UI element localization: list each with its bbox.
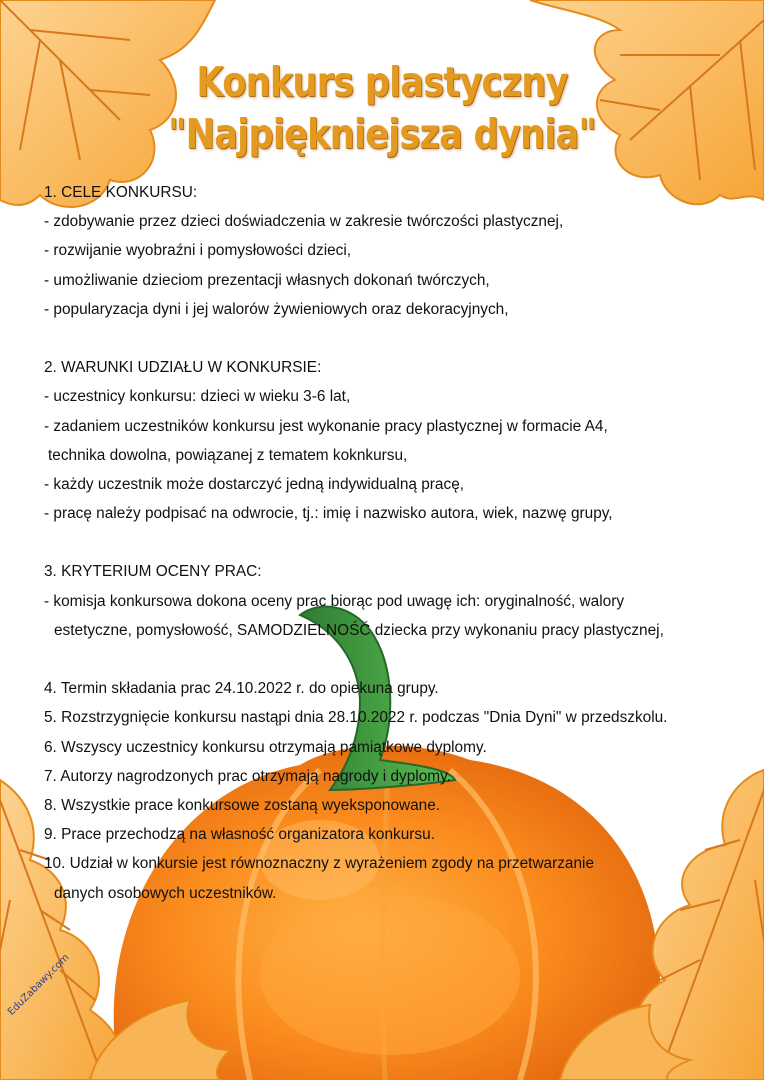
section-3-heading: 3. KRYTERIUM OCENY PRAC: xyxy=(44,563,262,581)
point-item: 8. Wszystkie prace konkursowe zostaną wyeksponowane. xyxy=(44,796,441,814)
section-2-item: - każdy uczestnik może dostarczyć jedną indywidualną pracę, xyxy=(44,475,465,493)
point-item: 7. Autorzy nagrodzonych prac otrzymają nagrody i dyplomy. xyxy=(44,767,451,785)
point-item: 6. Wszyscy uczestnicy konkursu otrzymają pamiątkowe dyplomy. xyxy=(44,738,487,756)
section-1-heading: 1. CELE KONKURSU: xyxy=(44,184,198,201)
point-item: 10. Udział w konkursie jest równoznaczny z wyrażeniem zgody na przetwarzanie xyxy=(44,855,595,873)
section-2-item: - pracę należy podpisać na odwrocie, tj.: imię i nazwisko autora, wiek, nazwę grupy, xyxy=(44,505,613,523)
section-3-item: estetyczne, pomysłowość, SAMODZIELNOŚĆ dziecka przy wykonaniu pracy plastycznej, xyxy=(54,621,664,639)
title-line-2: "Najpiękniejsza dynia" xyxy=(168,110,596,158)
section-2-item: technika dowolna, powiązanej z tematem koknkursu, xyxy=(48,446,408,464)
section-1-item: - umożliwanie dzieciom prezentacji własnych dokonań twórczych, xyxy=(44,271,490,289)
section-1-item: - rozwijanie wyobraźni i pomysłowości dzieci, xyxy=(44,242,352,260)
spacer xyxy=(44,324,744,353)
spacer xyxy=(44,528,744,557)
section-1-item: - zdobywanie przez dzieci doświadczenia w zakresie twórczości plastycznej, xyxy=(44,213,564,231)
point-item: danych osobowych uczestników. xyxy=(54,884,277,902)
section-2-heading: 2. WARUNKI UDZIAŁU W KONKURSIE: xyxy=(44,359,322,377)
point-item: 4. Termin składania prac 24.10.2022 r. do opiekuna grupy. xyxy=(44,680,439,698)
title-line-1: Konkurs plastyczny xyxy=(196,58,568,106)
section-3-item: - komisja konkursowa dokona oceny prac biorąc pod uwagę ich: oryginalność, walory xyxy=(44,592,625,610)
section-2-item: - uczestnicy konkursu: dzieci w wieku 3-6 lat, xyxy=(44,388,351,406)
section-2-item: - zadaniem uczestników konkursu jest wykonanie pracy plastycznej w formacie A4, xyxy=(44,417,608,435)
point-item: 5. Rozstrzygnięcie konkursu nastąpi dnia 28.10.2022 r. podczas "Dnia Dyni" w przedszkolu. xyxy=(44,709,668,727)
point-item: 9. Prace przechodzą na własność organizatora konkursu. xyxy=(44,826,435,844)
watermark-logo: EduZabawy.com xyxy=(6,952,72,1018)
section-1-item: - popularyzacja dyni i jej walorów żywieniowych oraz dekoracyjnych, xyxy=(44,300,509,318)
spacer xyxy=(44,645,744,674)
rules-content xyxy=(44,178,744,908)
